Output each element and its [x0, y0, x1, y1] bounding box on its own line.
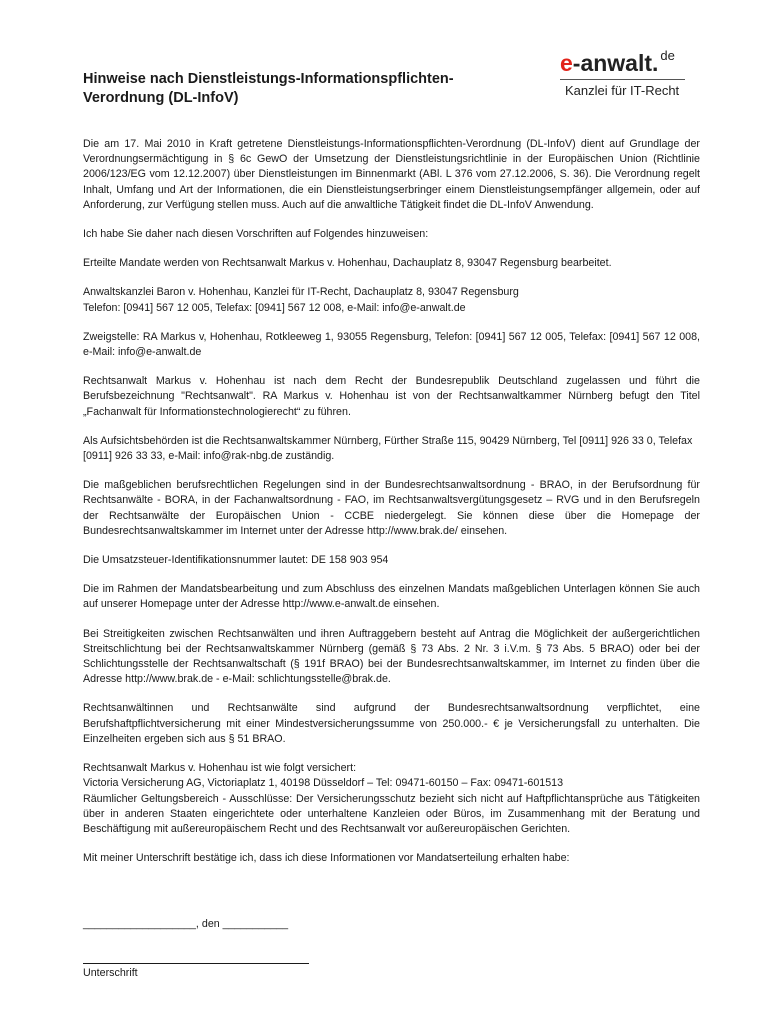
paragraph-dispute-resolution: Bei Streitigkeiten zwischen Rechtsanwälten und ihren Auftraggebern besteht auf Antrag die Möglichkeit der außergerichtlichen Streitschlichtung bei der Rechtsanwaltskammer Nürnberg (gemäß § 73 Abs. 2 Nr. 3 i.V.m. § 73 Abs. 5 BRAO) oder bei der Schlichtungsstelle der Rechtsanwaltschaft (§ 191f BRAO) bei der Bundesrechtsanwaltskammer, im Internet zu finden über die Adresse http://www.brak.de - e-Mail: schlichtungsstelle@brak.de. — [83, 627, 700, 686]
insurer-contact-line: Victoria Versicherung AG, Victoriaplatz 1, 40198 Düsseldorf – Tel: 09471-60150 – Fax: 09471-601513 — [83, 777, 564, 790]
e-anwalt-logo — [560, 50, 700, 98]
paragraph-mandates: Erteilte Mandate werden von Rechtsanwalt Markus v. Hohenhau, Dachauplatz 8, 93047 Regensburg bearbeitet. — [83, 257, 612, 270]
title-line-2: Verordnung (DL-InfoV) — [83, 90, 239, 106]
logo-wordmark-rest: -anwalt. — [572, 50, 659, 76]
paragraph-documents: Die im Rahmen der Mandatsbearbeitung und zum Abschluss des einzelnen Mandats maßgeblichen Unterlagen können Sie auch auf unserer Homepage unter der Adresse http://www.e-anwalt.de einsehen. — [83, 583, 700, 611]
logo-subtitle: Kanzlei für IT-Recht — [565, 83, 680, 98]
logo-e-letter: e — [560, 50, 573, 76]
paragraph-confirmation: Mit meiner Unterschrift bestätige ich, dass ich diese Informationen vor Mandatserteilung erhalten habe: — [83, 852, 570, 865]
document-title — [83, 70, 523, 108]
office-contact-line: Telefon: [0941] 567 12 005, Telefax: [0941] 567 12 008, e-Mail: info@e-anwalt.de — [83, 301, 466, 314]
paragraph-branch: Zweigstelle: RA Markus v, Hohenhau, Rotkleeweg 1, 93055 Regensburg, Telefon: [0941] 567 12 005, Telefax: [0941] 567 12 008, e-Mail: info@e-anwalt.de — [83, 330, 700, 359]
paragraph-office-address — [83, 285, 700, 315]
place-date-field[interactable]: ___________________, den ___________ — [83, 918, 289, 930]
paragraph-intro: Die am 17. Mai 2010 in Kraft getretene Dienstleistungs-Informationspflichten-Verordnung (DL-InfoV) dient auf Grundlage der Verordnungsermächtigung in § 6c GewO der Umsetzung der Dienstleistungsrichtlinie in der Europäischen Union (Richtlinie 2006/123/EG vom 12.12.2007) über Dienstleistungen im Binnenmarkt (ABl. L 376 vom 27.12.2006, S. 36). Die Verordnung regelt Inhalt, Umfang und Art der Informationen, die ein Dienstleistungserbringer einem Dienstleistungsempfänger allgemein, oder auf Anforderung, zur Verfügung stellen muss. Auch auf die anwaltliche Tätigkeit findet die DL-InfoV Anwendung. — [83, 138, 700, 211]
insurer-scope-text: Räumlicher Geltungsbereich - Ausschlüsse: Der Versicherungsschutz bezieht sich nicht auf Haftpflichtansprüche aus Tätigkeiten über in anderen Staaten eingerichtete oder unterhaltene Kanzleien oder Büros, im Zusammenhang mit der Beratung und Beschäftigung mit außereuropäischem Recht und des Rechtsanwalt vor außereuropäischen Gerichten. — [83, 792, 700, 835]
signature-line[interactable] — [83, 963, 309, 964]
paragraph-liability-insurance: Rechtsanwältinnen und Rechtsanwälte sind aufgrund der Bundesrechtsanwaltsordnung verpflichtet, eine Berufshaftpflichtversicherung mit einer Mindestversicherungssumme von 250.000.- € je Versicherungsfall zu unterhalten. Die Einzelheiten ergeben sich aus § 51 BRAO. — [83, 702, 700, 745]
office-address-line: Anwaltskanzlei Baron v. Hohenhau, Kanzlei für IT-Recht, Dachauplatz 8, 93047 Regensburg — [83, 286, 519, 299]
insurer-intro-line: Rechtsanwalt Markus v. Hohenhau ist wie folgt versichert: — [83, 762, 357, 775]
paragraph-notice: Ich habe Sie daher nach diesen Vorschriften auf Folgendes hinzuweisen: — [83, 228, 429, 241]
paragraph-professional-rules: Die maßgeblichen berufsrechtlichen Regelungen sind in der Bundesrechtsanwaltsordnung - BRAO, in der Berufsordnung für Rechtsanwälte - BORA, in der Fachanwaltsordnung - FAO, im Rechtsanwaltsvergütungsgesetz – RVG und in den Berufsregeln der Rechtsanwälte der Europäischen Union - CCBE niedergelegt. Sie können diese über die Homepage der Bundesrechtsanwaltskammer im Internet unter der Adresse http://www.brak.de/ einsehen. — [83, 479, 700, 537]
signature-label: Unterschrift — [83, 967, 138, 979]
logo-wordmark — [560, 50, 700, 76]
title-line-1: Hinweise nach Dienstleistungs-Informationspflichten- — [83, 71, 454, 87]
paragraph-supervisory-authority: Als Aufsichtsbehörden ist die Rechtsanwaltskammer Nürnberg, Fürther Straße 115, 90429 Nürnberg, Tel [0911] 926 33 0, Telefax [0911] 926 33 33, e-Mail: info@rak-nbg.de zuständig. — [83, 434, 693, 463]
document-body — [83, 137, 700, 880]
paragraph-vat-id: Die Umsatzsteuer-Identifikationsnummer lautet: DE 158 903 954 — [83, 554, 389, 567]
logo-tld: de — [660, 48, 675, 63]
logo-divider — [560, 79, 685, 80]
paragraph-insurer — [83, 761, 700, 837]
paragraph-admission: Rechtsanwalt Markus v. Hohenhau ist nach dem Recht der Bundesrepublik Deutschland zugelassen und führt die Berufsbezeichnung "Rechtsanwalt". RA Markus v. Hohenhau ist von der Rechtsanwaltkammer Nürnberg befugt den Titel „Fachanwalt für Informationstechnologierecht“ zu führen. — [83, 375, 700, 418]
